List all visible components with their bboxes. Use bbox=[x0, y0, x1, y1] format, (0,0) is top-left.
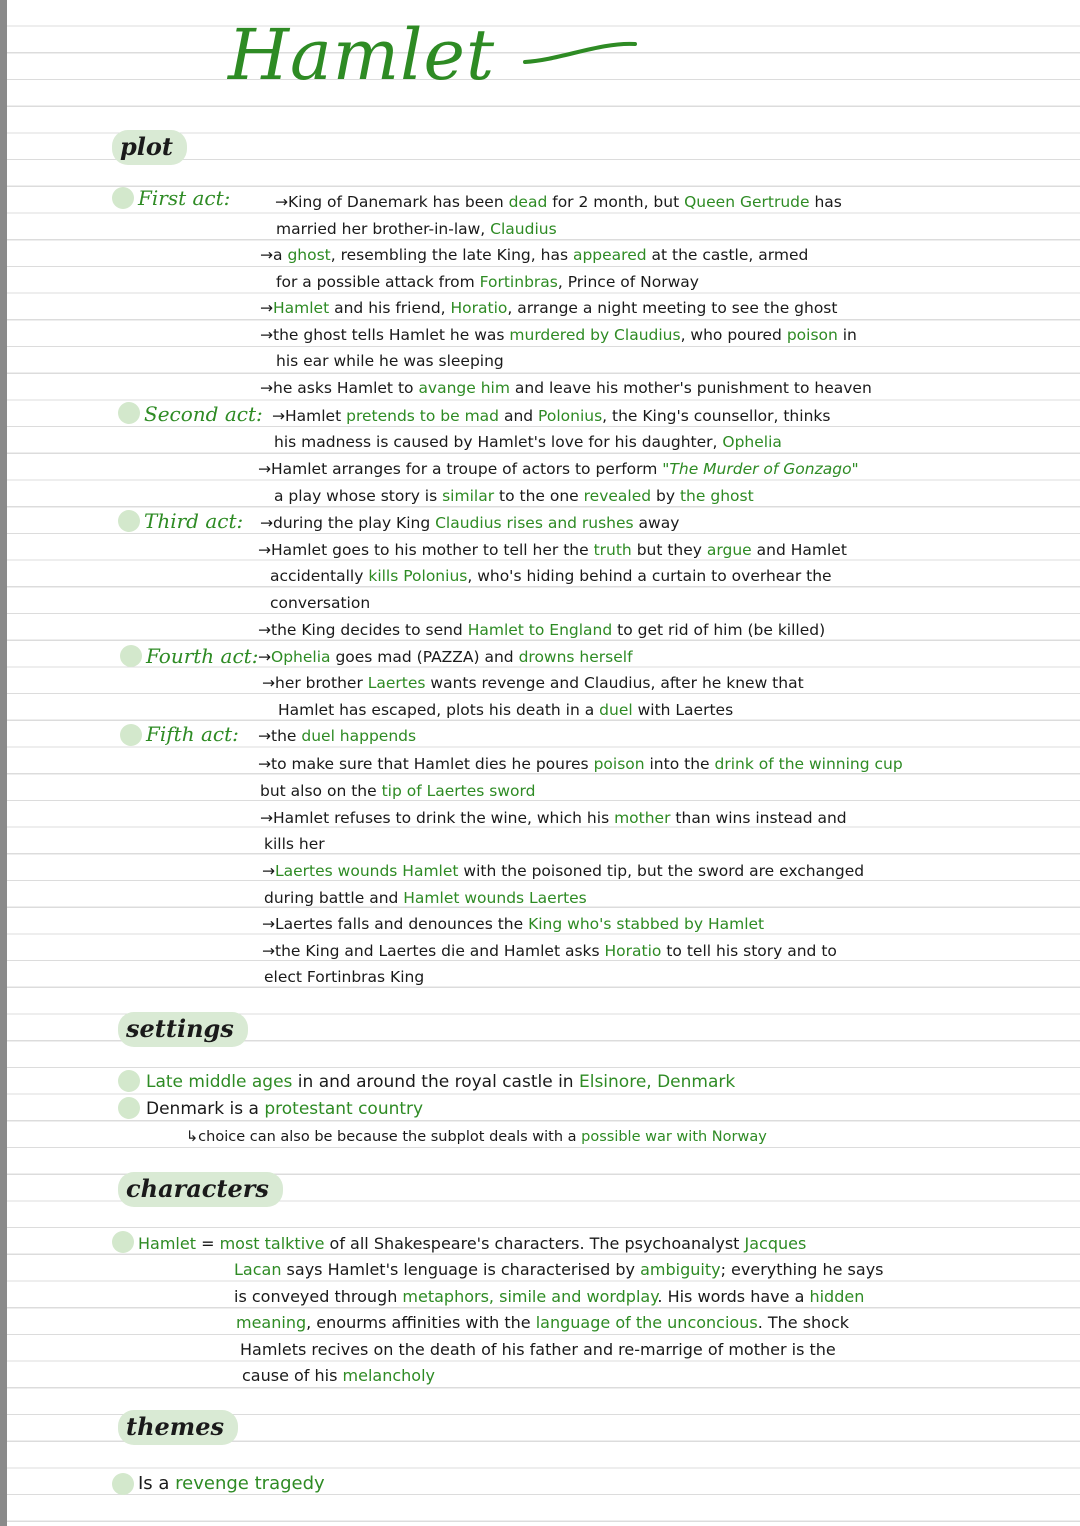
third-act-line-1: →during the play King Claudius rises and rushes away bbox=[260, 514, 680, 532]
characters-line-3: is conveyed through metaphors, simile and wordplay. His words have a hidden bbox=[234, 1287, 865, 1306]
first-act-line-8: →he asks Hamlet to avange him and leave his mother's punishment to heaven bbox=[260, 379, 872, 397]
fourth-act-line-2: →her brother Laertes wants revenge and Claudius, after he knew that bbox=[262, 674, 804, 692]
arrow-icon: → bbox=[262, 942, 275, 960]
arrow-icon: → bbox=[260, 379, 273, 397]
arrow-icon: → bbox=[258, 727, 271, 745]
label-second-act: Second act: bbox=[144, 402, 263, 426]
label-third-act: Third act: bbox=[144, 509, 244, 533]
characters-line-2: Lacan says Hamlet's lenguage is characterised by ambiguity; everything he says bbox=[234, 1260, 884, 1279]
settings-line-2: Denmark is a protestant country bbox=[146, 1099, 424, 1119]
heading-plot: plot bbox=[112, 130, 187, 165]
arrow-icon: → bbox=[258, 648, 271, 666]
characters-line-1: Hamlet = most talktive of all Shakespeare's characters. The psychoanalyst Jacques bbox=[138, 1234, 807, 1253]
bullet-settings-1 bbox=[118, 1070, 140, 1092]
characters-line-4: meaning, enourms affinities with the language of the unconcious. The shock bbox=[236, 1313, 850, 1332]
label-fifth-act: Fifth act: bbox=[146, 722, 239, 746]
label-fourth-act: Fourth act: bbox=[146, 644, 259, 668]
fifth-act-line-9: →the King and Laertes die and Hamlet asks Horatio to tell his story and to bbox=[262, 942, 837, 960]
arrow-icon: → bbox=[275, 193, 288, 211]
second-act-line-4: a play whose story is similar to the one revealed by the ghost bbox=[274, 487, 754, 505]
bullet-second-act bbox=[118, 402, 140, 424]
arrow-icon: → bbox=[260, 299, 273, 317]
fifth-act-line-8: →Laertes falls and denounces the King who's stabbed by Hamlet bbox=[262, 915, 765, 933]
characters-line-6: cause of his melancholy bbox=[242, 1366, 435, 1385]
hook-arrow-icon: ↳ bbox=[186, 1129, 199, 1145]
arrow-icon: → bbox=[262, 862, 275, 880]
settings-line-3: ↳choice can also be because the subplot deals with a possible war with Norway bbox=[186, 1129, 767, 1145]
arrow-icon: → bbox=[260, 326, 273, 344]
arrow-icon: → bbox=[260, 809, 273, 827]
heading-settings: settings bbox=[118, 1012, 248, 1047]
arrow-icon: → bbox=[260, 246, 273, 264]
fifth-act-line-1: →the duel happends bbox=[258, 727, 417, 745]
bullet-first-act bbox=[112, 187, 134, 209]
bullet-themes bbox=[112, 1473, 134, 1495]
fourth-act-line-3: Hamlet has escaped, plots his death in a duel with Laertes bbox=[278, 701, 734, 719]
first-act-line-1: →King of Danemark has been dead for 2 month, but Queen Gertrude has bbox=[275, 193, 842, 211]
page-title: Hamlet bbox=[228, 14, 496, 96]
arrow-icon: → bbox=[258, 541, 271, 559]
bullet-third-act bbox=[118, 510, 140, 532]
fifth-act-line-2: →to make sure that Hamlet dies he poures poison into the drink of the winning cup bbox=[258, 755, 903, 773]
bullet-settings-2 bbox=[118, 1097, 140, 1119]
first-act-line-5: →Hamlet and his friend, Horatio, arrange a night meeting to see the ghost bbox=[260, 299, 838, 317]
page-left-edge bbox=[0, 0, 7, 1526]
third-act-line-4: conversation bbox=[270, 594, 371, 612]
heading-characters: characters bbox=[118, 1172, 283, 1207]
second-act-line-1: →Hamlet pretends to be mad and Polonius, the King's counsellor, thinks bbox=[272, 407, 831, 425]
arrow-icon: → bbox=[258, 755, 271, 773]
fifth-act-line-5: kills her bbox=[264, 835, 325, 853]
first-act-line-4: for a possible attack from Fortinbras, Prince of Norway bbox=[276, 273, 699, 291]
title-swash-decoration bbox=[520, 30, 640, 70]
first-act-line-3: →a ghost, resembling the late King, has appeared at the castle, armed bbox=[260, 246, 809, 264]
first-act-line-7: his ear while he was sleeping bbox=[276, 352, 504, 370]
characters-line-5: Hamlets recives on the death of his father and re-marrige of mother is the bbox=[240, 1340, 836, 1359]
fifth-act-line-10: elect Fortinbras King bbox=[264, 968, 425, 986]
fourth-act-line-1: →Ophelia goes mad (PAZZA) and drowns herself bbox=[258, 648, 633, 666]
themes-line-1: Is a revenge tragedy bbox=[138, 1473, 325, 1494]
label-first-act: First act: bbox=[138, 186, 231, 210]
arrow-icon: → bbox=[258, 460, 271, 478]
fifth-act-line-3: but also on the tip of Laertes sword bbox=[260, 782, 536, 800]
third-act-line-5: →the King decides to send Hamlet to England to get rid of him (be killed) bbox=[258, 621, 826, 639]
third-act-line-2: →Hamlet goes to his mother to tell her the truth but they argue and Hamlet bbox=[258, 541, 847, 559]
arrow-icon: → bbox=[272, 407, 285, 425]
second-act-line-2: his madness is caused by Hamlet's love for his daughter, Ophelia bbox=[274, 433, 782, 451]
first-act-line-2: married her brother-in-law, Claudius bbox=[276, 220, 557, 238]
arrow-icon: → bbox=[260, 514, 273, 532]
second-act-line-3: →Hamlet arranges for a troupe of actors to perform "The Murder of Gonzago" bbox=[258, 460, 859, 478]
arrow-icon: → bbox=[258, 621, 271, 639]
bullet-fourth-act bbox=[120, 645, 142, 667]
arrow-icon: → bbox=[262, 674, 275, 692]
bullet-fifth-act bbox=[120, 724, 142, 746]
bullet-characters bbox=[112, 1231, 134, 1253]
fifth-act-line-7: during battle and Hamlet wounds Laertes bbox=[264, 889, 587, 907]
third-act-line-3: accidentally kills Polonius, who's hiding behind a curtain to overhear the bbox=[270, 567, 832, 585]
settings-line-1: Late middle ages in and around the royal castle in Elsinore, Denmark bbox=[146, 1072, 736, 1092]
fifth-act-line-6: →Laertes wounds Hamlet with the poisoned tip, but the sword are exchanged bbox=[262, 862, 865, 880]
fifth-act-line-4: →Hamlet refuses to drink the wine, which his mother than wins instead and bbox=[260, 809, 847, 827]
arrow-icon: → bbox=[262, 915, 275, 933]
heading-themes: themes bbox=[118, 1410, 238, 1445]
first-act-line-6: →the ghost tells Hamlet he was murdered by Claudius, who poured poison in bbox=[260, 326, 857, 344]
